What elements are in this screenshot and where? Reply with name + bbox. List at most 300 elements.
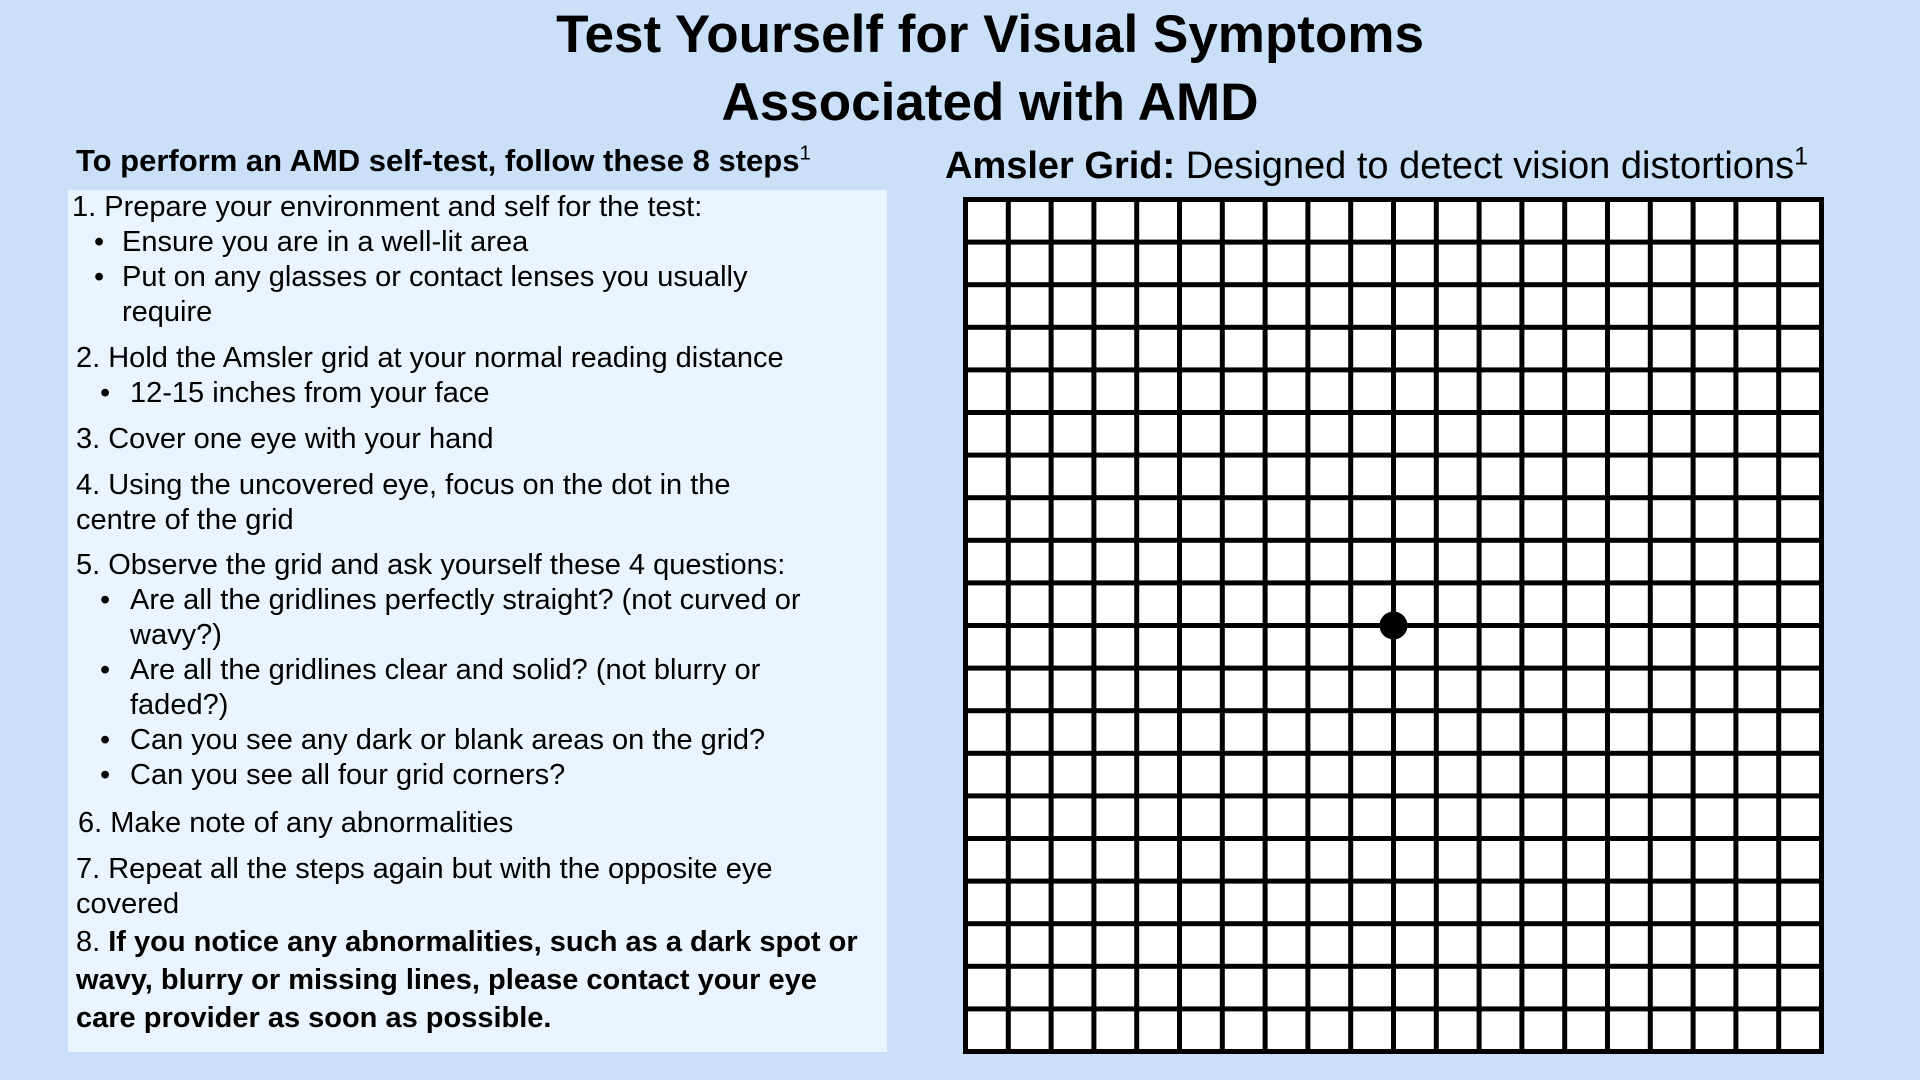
amsler-grid <box>963 197 1824 1054</box>
grid-cell <box>1439 543 1477 581</box>
grid-cell <box>968 202 1006 240</box>
grid-cell <box>1524 713 1562 751</box>
grid-cell <box>1096 287 1134 325</box>
grid-cell <box>1096 713 1134 751</box>
step-8-text <box>72 923 876 1037</box>
grid-cell <box>1353 287 1391 325</box>
step-3 <box>72 422 882 457</box>
step-1-bullet: • Ensure you are in a well-lit area <box>72 225 882 260</box>
grid-cell <box>1096 628 1134 666</box>
grid-cell <box>1353 1011 1391 1049</box>
grid-cell <box>1182 543 1220 581</box>
grid-cell <box>1225 671 1263 709</box>
grid-cell <box>1225 415 1263 453</box>
grid-cell <box>968 926 1006 964</box>
grid-cell <box>1096 756 1134 794</box>
grid-cell <box>1011 1011 1049 1049</box>
grid-cell <box>1567 969 1605 1007</box>
grid-cell <box>1011 330 1049 368</box>
grid-cell <box>1567 841 1605 879</box>
grid-cell <box>1310 330 1348 368</box>
grid-cell <box>1696 713 1734 751</box>
grid-cell <box>968 798 1006 836</box>
grid-cell <box>1738 756 1776 794</box>
grid-cell <box>1439 415 1477 453</box>
grid-cell <box>1696 202 1734 240</box>
grid-cell <box>1054 458 1092 496</box>
grid-cell <box>1139 372 1177 410</box>
grid-cell <box>1610 713 1648 751</box>
grid-cell <box>1268 330 1306 368</box>
grid-cell <box>1439 500 1477 538</box>
grid-cell <box>1268 372 1306 410</box>
grid-cell <box>1139 500 1177 538</box>
grid-cell <box>1225 372 1263 410</box>
grid-cell <box>1653 415 1691 453</box>
grid-cell <box>1567 202 1605 240</box>
grid-cell <box>1054 756 1092 794</box>
grid-cell <box>1524 415 1562 453</box>
grid-cell <box>1054 884 1092 922</box>
grid-cell <box>1439 798 1477 836</box>
step-8-warning: If you notice any abnormalities, such as a dark spot or wavy, blurry or missing lines, please contact your eye care provider as soon as possible. <box>76 926 858 1034</box>
grid-cell <box>1011 628 1049 666</box>
grid-cell <box>1653 713 1691 751</box>
grid-cell <box>1096 798 1134 836</box>
grid-cell <box>1396 202 1434 240</box>
grid-cell <box>1225 713 1263 751</box>
grid-cell <box>1225 628 1263 666</box>
grid-cell <box>968 458 1006 496</box>
grid-cell <box>1781 841 1819 879</box>
grid-cell <box>968 884 1006 922</box>
grid-cell <box>1524 926 1562 964</box>
step-5-bullets <box>72 583 882 793</box>
grid-cell <box>1096 458 1134 496</box>
grid-cell <box>1567 926 1605 964</box>
grid-cell <box>1310 287 1348 325</box>
grid-cell <box>1738 926 1776 964</box>
grid-cell <box>1139 671 1177 709</box>
grid-cell <box>1653 884 1691 922</box>
step-6 <box>72 806 882 841</box>
grid-cell <box>1439 926 1477 964</box>
grid-cell <box>1139 330 1177 368</box>
grid-cell <box>1653 671 1691 709</box>
grid-cell <box>1182 841 1220 879</box>
grid-cell <box>1182 969 1220 1007</box>
grid-cell <box>1268 202 1306 240</box>
grid-cell <box>968 500 1006 538</box>
grid-cell <box>1225 798 1263 836</box>
grid-cell <box>1182 798 1220 836</box>
grid-cell <box>1310 202 1348 240</box>
grid-cell <box>1524 372 1562 410</box>
grid-cell <box>1054 500 1092 538</box>
grid-cell <box>1268 500 1306 538</box>
grid-cell <box>1096 969 1134 1007</box>
grid-cell <box>1524 756 1562 794</box>
grid-cell <box>1054 798 1092 836</box>
grid-cell <box>1225 969 1263 1007</box>
grid-cell <box>1567 1011 1605 1049</box>
amsler-heading-bold: Amsler Grid: <box>945 145 1176 187</box>
grid-cell <box>1139 713 1177 751</box>
grid-cell <box>1482 543 1520 581</box>
grid-cell <box>1396 330 1434 368</box>
step-5-text: 5. Observe the grid and ask yourself these 4 questions: <box>76 549 786 581</box>
grid-cell <box>968 287 1006 325</box>
steps-heading-text: To perform an AMD self-test, follow these 8 steps <box>76 143 800 178</box>
page-title <box>0 1 1920 137</box>
grid-cell <box>1653 585 1691 623</box>
grid-cell <box>1524 671 1562 709</box>
grid-cell <box>1781 245 1819 283</box>
step-1 <box>72 190 882 330</box>
grid-cell <box>1482 245 1520 283</box>
grid-cell <box>1353 713 1391 751</box>
step-5-bullet: • Can you see any dark or blank areas on the grid? <box>72 723 882 758</box>
grid-cell <box>1310 415 1348 453</box>
grid-cell <box>1482 330 1520 368</box>
grid-cell <box>1139 415 1177 453</box>
grid-cell <box>1011 287 1049 325</box>
grid-cell <box>1567 713 1605 751</box>
grid-cell <box>1054 713 1092 751</box>
grid-cell <box>1482 415 1520 453</box>
grid-cell <box>1139 884 1177 922</box>
grid-cell <box>1054 1011 1092 1049</box>
grid-cell <box>1610 884 1648 922</box>
grid-cell <box>1310 969 1348 1007</box>
grid-cell <box>1225 585 1263 623</box>
grid-cell <box>1610 202 1648 240</box>
grid-cell <box>1011 671 1049 709</box>
grid-cell <box>1524 330 1562 368</box>
grid-cell <box>1011 415 1049 453</box>
grid-cell <box>1054 372 1092 410</box>
grid-cell <box>1610 756 1648 794</box>
grid-cell <box>1696 798 1734 836</box>
grid-cell <box>1096 585 1134 623</box>
grid-cell <box>1696 756 1734 794</box>
step-2-text: 2. Hold the Amsler grid at your normal reading distance <box>76 342 784 374</box>
amsler-heading-text: Designed to detect vision distortions <box>1175 145 1795 187</box>
grid-cell <box>1439 1011 1477 1049</box>
grid-cell <box>1182 500 1220 538</box>
grid-cell <box>1139 926 1177 964</box>
grid-cell <box>1653 543 1691 581</box>
grid-cell <box>1738 969 1776 1007</box>
grid-cell <box>1781 415 1819 453</box>
grid-cell <box>1096 926 1134 964</box>
grid-cell <box>1182 884 1220 922</box>
grid-cell <box>1482 202 1520 240</box>
grid-cell <box>1310 713 1348 751</box>
grid-cell <box>1396 1011 1434 1049</box>
grid-cell <box>1653 1011 1691 1049</box>
grid-cell <box>1524 628 1562 666</box>
grid-cell <box>1139 245 1177 283</box>
grid-cell <box>1696 372 1734 410</box>
grid-cell <box>1524 969 1562 1007</box>
grid-cell <box>1610 330 1648 368</box>
grid-cell <box>1182 1011 1220 1049</box>
step-4 <box>72 468 882 538</box>
grid-cell <box>968 245 1006 283</box>
grid-cell <box>968 713 1006 751</box>
grid-cell <box>1482 1011 1520 1049</box>
grid-cell <box>1524 841 1562 879</box>
grid-cell <box>1353 884 1391 922</box>
grid-cell <box>968 543 1006 581</box>
grid-cell <box>1610 1011 1648 1049</box>
grid-cell <box>1439 713 1477 751</box>
grid-cell <box>968 756 1006 794</box>
grid-cell <box>1225 500 1263 538</box>
grid-cell <box>1482 884 1520 922</box>
grid-cell <box>1610 287 1648 325</box>
grid-cell <box>1524 245 1562 283</box>
grid-cell <box>1139 458 1177 496</box>
grid-cell <box>1567 543 1605 581</box>
grid-cell <box>1567 798 1605 836</box>
grid-cell <box>1738 713 1776 751</box>
grid-cell <box>1653 798 1691 836</box>
grid-cell <box>1182 287 1220 325</box>
grid-cell <box>1738 628 1776 666</box>
grid-cell <box>1182 245 1220 283</box>
grid-cell <box>1182 628 1220 666</box>
grid-cell <box>1738 458 1776 496</box>
grid-cell <box>1482 500 1520 538</box>
grid-cell <box>1567 458 1605 496</box>
grid-cell <box>1738 884 1776 922</box>
grid-cell <box>1054 841 1092 879</box>
grid-cell <box>1738 330 1776 368</box>
grid-cell <box>1439 671 1477 709</box>
grid-cell <box>1310 798 1348 836</box>
grid-cell <box>1482 372 1520 410</box>
grid-cell <box>968 671 1006 709</box>
grid-cell <box>1738 202 1776 240</box>
grid-cell <box>1396 287 1434 325</box>
grid-cell <box>1567 500 1605 538</box>
grid-cell <box>1610 543 1648 581</box>
grid-cell <box>1439 458 1477 496</box>
grid-cell <box>1781 330 1819 368</box>
grid-cell <box>1310 926 1348 964</box>
grid-cell <box>1439 756 1477 794</box>
grid-cell <box>1696 585 1734 623</box>
grid-cell <box>1096 543 1134 581</box>
grid-cell <box>1353 756 1391 794</box>
grid-cell <box>1567 287 1605 325</box>
grid-cell <box>1268 671 1306 709</box>
grid-cell <box>1182 671 1220 709</box>
grid-cell <box>1524 543 1562 581</box>
step-5-bullet: • Can you see all four grid corners? <box>72 758 882 793</box>
grid-cell <box>1781 287 1819 325</box>
grid-cell <box>1225 202 1263 240</box>
grid-cell <box>1139 202 1177 240</box>
grid-cell <box>1696 841 1734 879</box>
grid-cell <box>1182 756 1220 794</box>
grid-cell <box>1696 1011 1734 1049</box>
grid-cell <box>1610 798 1648 836</box>
grid-cell <box>1653 330 1691 368</box>
grid-cell <box>1482 841 1520 879</box>
grid-cell <box>1011 798 1049 836</box>
grid-cell <box>1781 884 1819 922</box>
grid-cell <box>1310 372 1348 410</box>
grid-cell <box>1396 841 1434 879</box>
grid-cell <box>1781 458 1819 496</box>
step-8-number: 8. <box>76 926 109 958</box>
grid-cell <box>968 628 1006 666</box>
grid-cell <box>1268 245 1306 283</box>
grid-cell <box>1696 500 1734 538</box>
grid-cell <box>1696 287 1734 325</box>
grid-cell <box>1653 500 1691 538</box>
grid-cell <box>1396 969 1434 1007</box>
grid-cell <box>1738 500 1776 538</box>
grid-cell <box>1182 415 1220 453</box>
grid-cell <box>1524 1011 1562 1049</box>
grid-cell <box>1011 713 1049 751</box>
grid-cell <box>1781 798 1819 836</box>
grid-cell <box>1182 458 1220 496</box>
grid-cell <box>1439 585 1477 623</box>
grid-cell <box>1353 841 1391 879</box>
grid-cell <box>1054 969 1092 1007</box>
grid-cell <box>1653 458 1691 496</box>
grid-cell <box>1610 500 1648 538</box>
grid-cell <box>1653 756 1691 794</box>
grid-cell <box>1653 245 1691 283</box>
grid-cell <box>1567 245 1605 283</box>
grid-cell <box>1482 458 1520 496</box>
steps-panel <box>68 190 887 1052</box>
grid-cell <box>1353 330 1391 368</box>
step-2-bullets <box>72 376 882 411</box>
grid-cell <box>1182 372 1220 410</box>
grid-cell <box>1610 841 1648 879</box>
grid-cell <box>1011 543 1049 581</box>
grid-cell <box>1353 543 1391 581</box>
grid-cell <box>1567 628 1605 666</box>
grid-cell <box>1139 628 1177 666</box>
step-7-text: 7. Repeat all the steps again but with the opposite eye covered <box>76 853 773 920</box>
grid-cell <box>1781 969 1819 1007</box>
amsler-heading <box>945 142 1809 188</box>
grid-cell <box>1054 543 1092 581</box>
grid-cell <box>1653 287 1691 325</box>
grid-cell <box>1139 1011 1177 1049</box>
grid-cell <box>1653 202 1691 240</box>
grid-cell <box>1011 969 1049 1007</box>
grid-cell <box>1268 969 1306 1007</box>
grid-cell <box>1567 756 1605 794</box>
grid-cell <box>1439 202 1477 240</box>
grid-cell <box>1524 202 1562 240</box>
grid-cell <box>1781 628 1819 666</box>
grid-cell <box>1225 884 1263 922</box>
grid-cell <box>1096 841 1134 879</box>
grid-cell <box>1738 671 1776 709</box>
grid-cell <box>1096 884 1134 922</box>
grid-cell <box>1054 245 1092 283</box>
grid-cell <box>1268 415 1306 453</box>
grid-cell <box>1011 585 1049 623</box>
grid-cell <box>1781 926 1819 964</box>
grid-cell <box>1139 841 1177 879</box>
grid-cell <box>1567 585 1605 623</box>
grid-cell <box>1096 1011 1134 1049</box>
grid-cell <box>1781 202 1819 240</box>
grid-cell <box>1610 671 1648 709</box>
grid-cell <box>1225 543 1263 581</box>
grid-cell <box>1439 372 1477 410</box>
grid-cell <box>1482 628 1520 666</box>
grid-cell <box>1096 372 1134 410</box>
grid-cell <box>1096 500 1134 538</box>
grid-cell <box>1524 884 1562 922</box>
grid-cell <box>968 372 1006 410</box>
grid-cell <box>1353 500 1391 538</box>
grid-cell <box>1182 926 1220 964</box>
grid-cell <box>1653 841 1691 879</box>
grid-cell <box>1268 841 1306 879</box>
grid-cell <box>1268 1011 1306 1049</box>
grid-cell <box>1482 287 1520 325</box>
grid-cell <box>1696 543 1734 581</box>
grid-cell <box>1310 500 1348 538</box>
grid-cell <box>1353 969 1391 1007</box>
grid-cell <box>1182 330 1220 368</box>
grid-cell <box>1567 330 1605 368</box>
grid-cell <box>1011 841 1049 879</box>
grid-cell <box>1139 798 1177 836</box>
grid-cell <box>968 969 1006 1007</box>
step-1-bullet: • Put on any glasses or contact lenses you usually require <box>72 260 812 330</box>
grid-cell <box>1567 671 1605 709</box>
grid-cell <box>1139 543 1177 581</box>
grid-cell <box>1439 330 1477 368</box>
grid-cell <box>1096 245 1134 283</box>
grid-cell <box>1610 585 1648 623</box>
grid-cell <box>1096 671 1134 709</box>
grid-cell <box>1738 1011 1776 1049</box>
amsler-center-dot <box>1380 612 1408 640</box>
grid-cell <box>1310 245 1348 283</box>
grid-cell <box>968 330 1006 368</box>
grid-cell <box>1439 287 1477 325</box>
grid-cell <box>1353 926 1391 964</box>
grid-cell <box>1310 841 1348 879</box>
grid-cell <box>1482 798 1520 836</box>
grid-cell <box>1310 756 1348 794</box>
grid-cell <box>1396 756 1434 794</box>
grid-cell <box>1396 671 1434 709</box>
grid-cell <box>1439 884 1477 922</box>
grid-cell <box>1011 458 1049 496</box>
grid-cell <box>1781 756 1819 794</box>
grid-cell <box>1268 756 1306 794</box>
grid-cell <box>1653 372 1691 410</box>
step-6-text: 6. Make note of any abnormalities <box>78 807 514 839</box>
grid-cell <box>1696 330 1734 368</box>
